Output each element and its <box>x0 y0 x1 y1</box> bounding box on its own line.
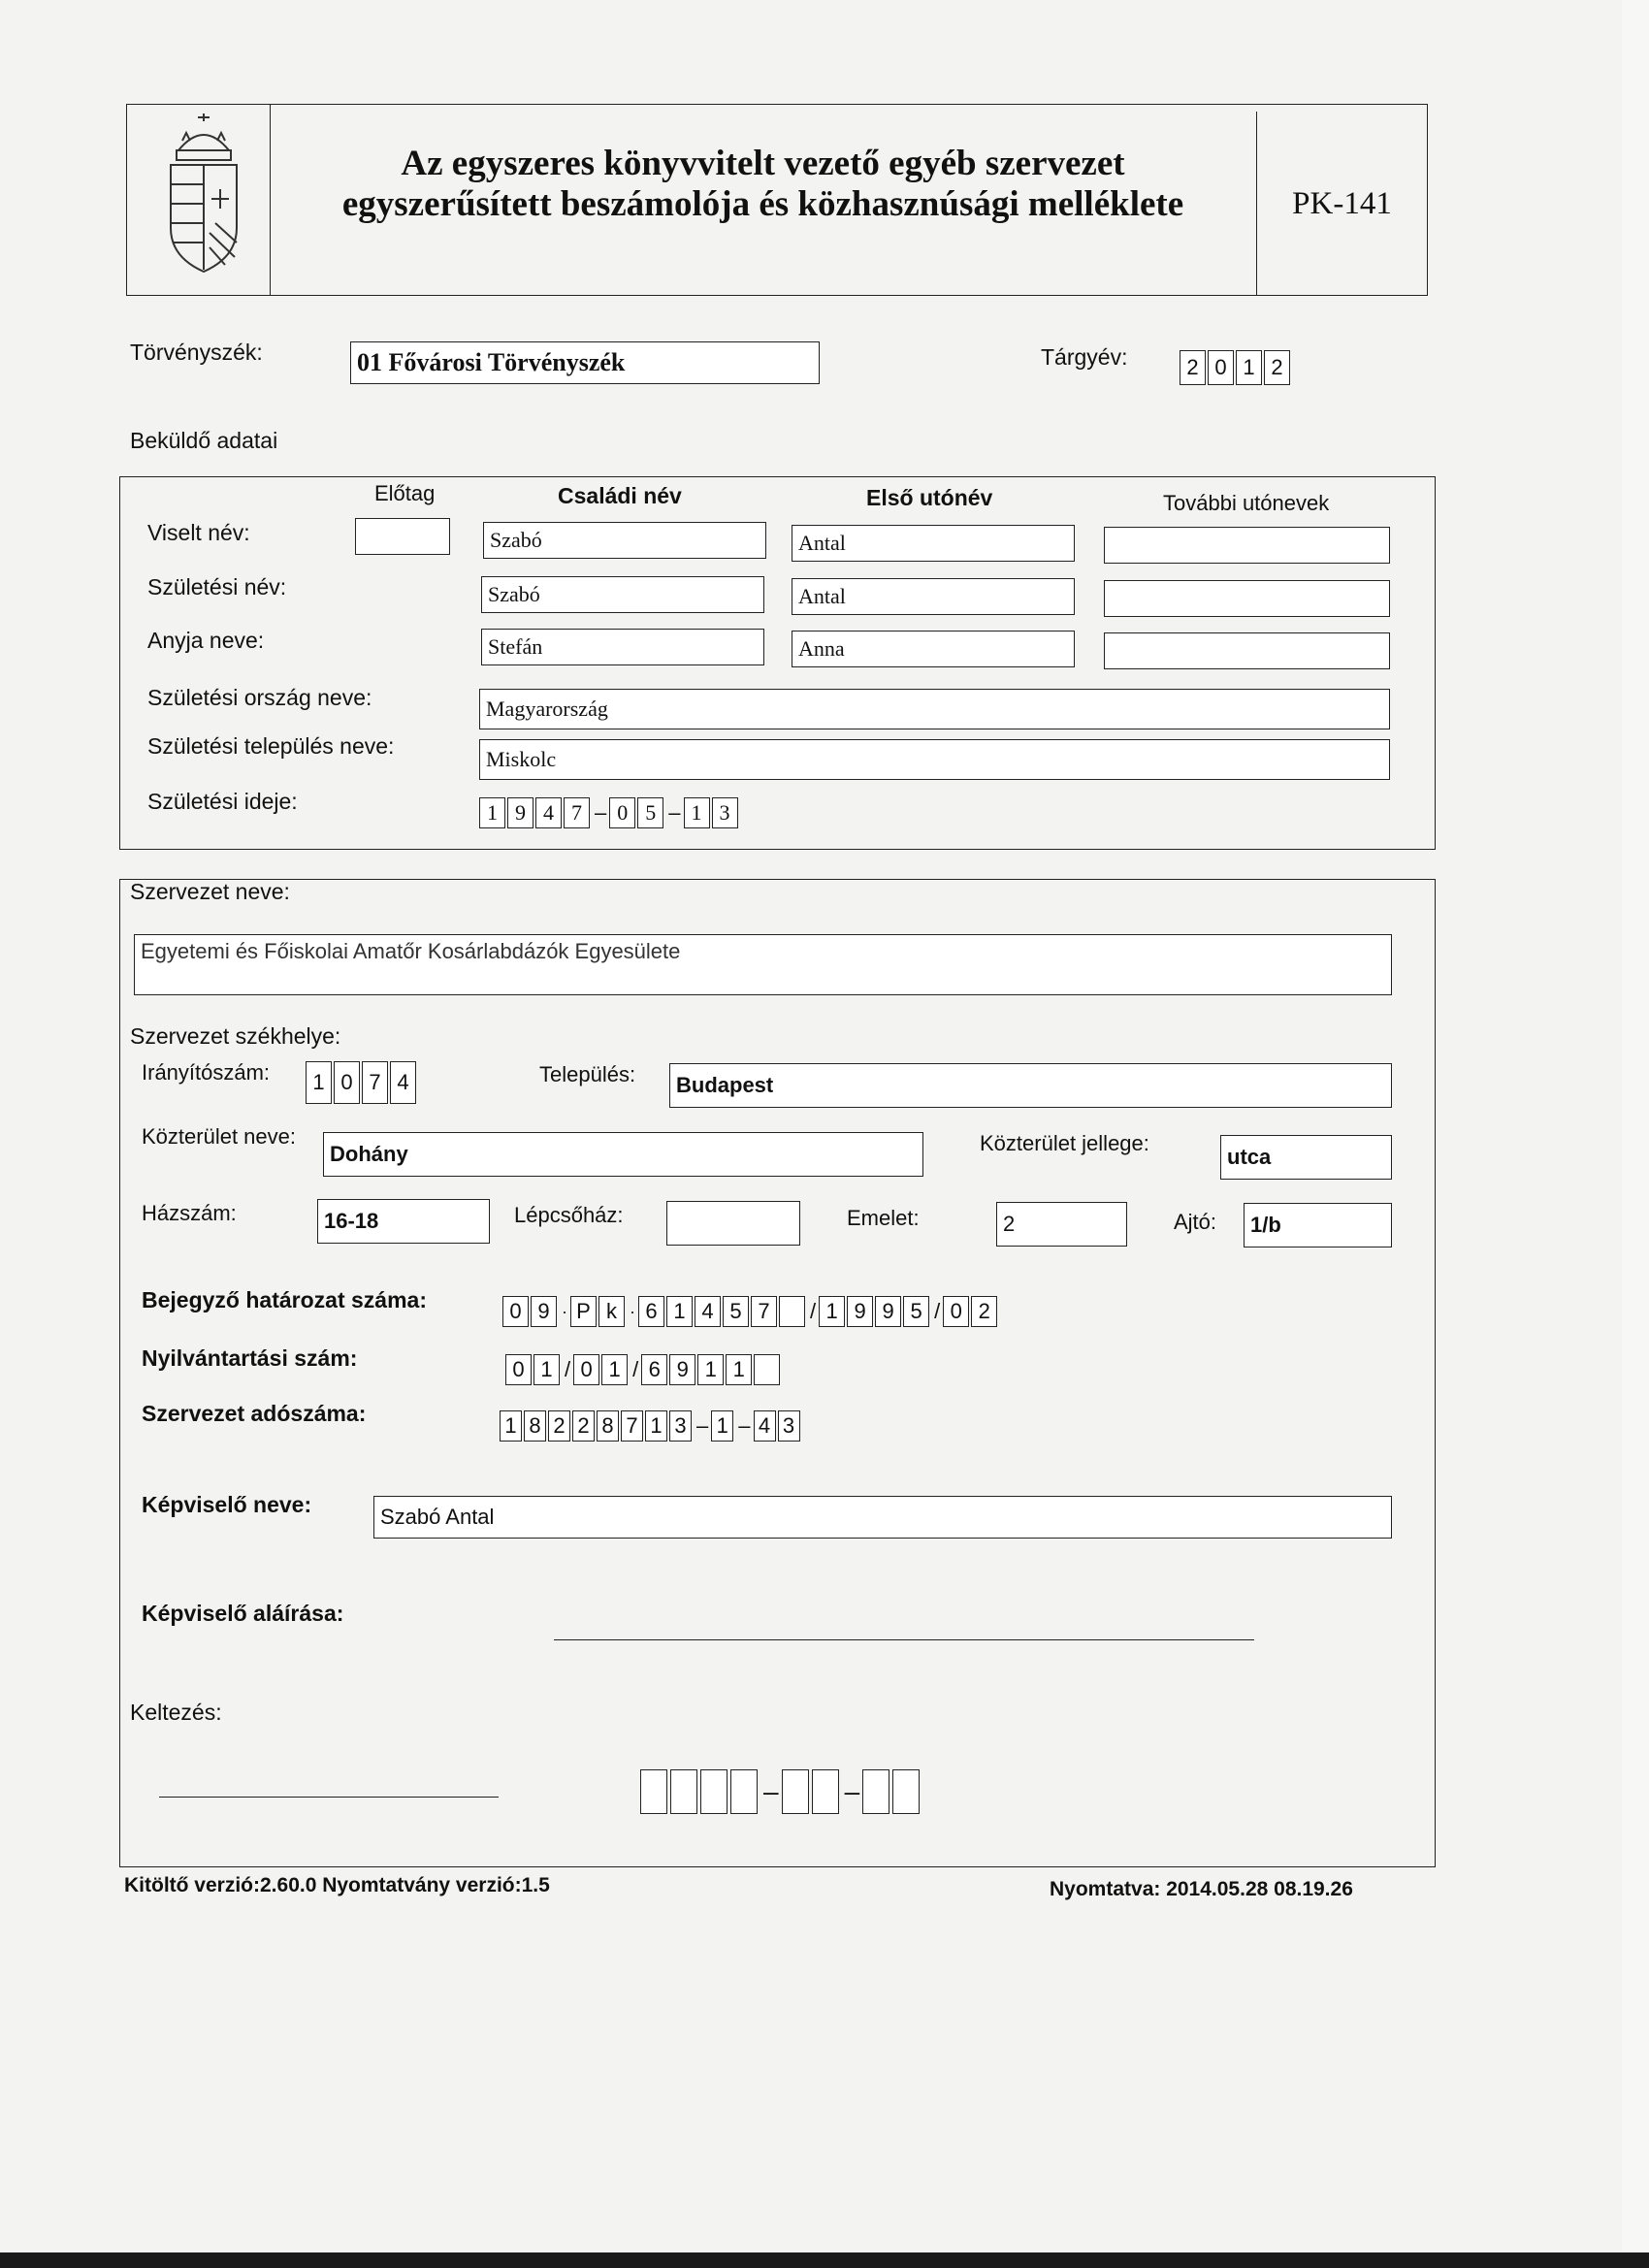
year-label: Tárgyév: <box>1041 344 1128 370</box>
registry-digit[interactable]: 0 <box>573 1354 599 1385</box>
decision-digit[interactable]: 9 <box>875 1296 901 1327</box>
birth-day-digit[interactable]: 1 <box>684 797 710 828</box>
worn-prefix-field[interactable] <box>355 518 450 555</box>
representative-name-field[interactable] <box>373 1496 1392 1539</box>
org-name-value: Egyetemi és Főiskolai Amatőr Kosárlabdázók Egyesülete <box>141 939 681 963</box>
decision-digit[interactable]: 4 <box>695 1296 721 1327</box>
decision-number-digits[interactable] <box>502 1296 999 1327</box>
date-label: Keltezés: <box>130 1700 222 1725</box>
registry-digit[interactable] <box>754 1354 780 1385</box>
mother-first-field[interactable] <box>792 631 1075 667</box>
decision-digit[interactable]: P <box>570 1296 597 1327</box>
tax-digit[interactable]: 4 <box>754 1410 776 1442</box>
decision-digit[interactable]: k <box>598 1296 625 1327</box>
filler-version: Kitöltő verzió:2.60.0 Nyomtatvány verzió:1.5 <box>124 1874 550 1896</box>
registry-number-digits[interactable] <box>505 1354 782 1385</box>
house-label: Házszám: <box>142 1201 237 1225</box>
date-year-box[interactable] <box>730 1769 758 1814</box>
house-value: 16-18 <box>324 1209 379 1233</box>
door-field[interactable] <box>1244 1203 1392 1247</box>
date-dash: – <box>668 800 681 825</box>
date-dash: – <box>844 1776 860 1806</box>
street-type-label: Közterület jellege: <box>980 1131 1149 1155</box>
birth-country-value: Magyarország <box>486 697 608 721</box>
org-name-label: Szervezet neve: <box>130 879 290 904</box>
street-type-value: utca <box>1227 1145 1272 1169</box>
col-family-header: Családi név <box>558 483 682 508</box>
decision-separator-slash: / <box>934 1299 941 1323</box>
date-month-box[interactable] <box>812 1769 839 1814</box>
zip-digit[interactable]: 1 <box>306 1061 332 1104</box>
house-field[interactable] <box>317 1199 490 1244</box>
col-prefix-header: Előtag <box>374 481 436 505</box>
decision-digit[interactable]: 0 <box>502 1296 529 1327</box>
registry-digit[interactable]: 0 <box>505 1354 532 1385</box>
birth-name-label: Születési név: <box>147 574 287 599</box>
court-label: Törvényszék: <box>130 340 263 365</box>
worn-family-field[interactable] <box>483 522 766 559</box>
court-field[interactable] <box>350 341 820 384</box>
court-value: 01 Fővárosi Törvényszék <box>357 348 626 376</box>
mother-name-label: Anyja neve: <box>147 628 265 653</box>
worn-first-field[interactable] <box>792 525 1075 562</box>
tax-digit[interactable]: 3 <box>669 1410 692 1442</box>
birth-day-digit[interactable]: 3 <box>712 797 738 828</box>
org-seat-label: Szervezet székhelye: <box>130 1023 341 1049</box>
birth-other-field[interactable] <box>1104 580 1390 617</box>
floor-value: 2 <box>1003 1212 1016 1236</box>
decision-digit[interactable]: 2 <box>971 1296 997 1327</box>
floor-label: Emelet: <box>847 1206 920 1230</box>
tax-digit[interactable]: 3 <box>778 1410 800 1442</box>
birth-family-field[interactable] <box>481 576 764 613</box>
birth-year-digit[interactable]: 4 <box>535 797 562 828</box>
year-digits[interactable] <box>1180 350 1292 385</box>
scan-right-edge <box>1622 0 1649 2268</box>
street-field[interactable] <box>323 1132 923 1177</box>
decision-digit[interactable]: 0 <box>943 1296 969 1327</box>
birth-first-field[interactable] <box>792 578 1075 615</box>
scan-bottom-edge <box>0 2252 1649 2268</box>
tax-digit[interactable]: 8 <box>597 1410 619 1442</box>
decision-digit[interactable]: 5 <box>723 1296 749 1327</box>
year-digit[interactable]: 1 <box>1236 350 1262 385</box>
place-line <box>159 1797 499 1798</box>
birth-city-label: Születési település neve: <box>147 733 395 759</box>
print-timestamp: Nyomtatva: 2014.05.28 08.19.26 <box>1050 1878 1353 1900</box>
registry-digit[interactable]: 9 <box>669 1354 695 1385</box>
tax-digit[interactable]: 1 <box>500 1410 522 1442</box>
col-other-header: További utónevek <box>1163 491 1330 515</box>
birth-year-digit[interactable]: 1 <box>479 797 505 828</box>
mother-other-field[interactable] <box>1104 632 1390 669</box>
tax-digit[interactable]: 2 <box>548 1410 570 1442</box>
date-year-box[interactable] <box>640 1769 667 1814</box>
birth-date-label: Születési ideje: <box>147 789 298 814</box>
birth-date-digits[interactable] <box>479 797 740 828</box>
org-name-field[interactable] <box>134 934 1392 995</box>
zip-digit[interactable]: 4 <box>390 1061 416 1104</box>
birth-month-digit[interactable]: 0 <box>609 797 635 828</box>
tax-digit[interactable]: 2 <box>572 1410 595 1442</box>
date-year-box[interactable] <box>670 1769 697 1814</box>
birth-first-value: Antal <box>798 584 846 608</box>
door-value: 1/b <box>1250 1213 1281 1237</box>
birth-city-field[interactable] <box>479 739 1390 780</box>
birth-month-digit[interactable]: 5 <box>637 797 663 828</box>
year-digit[interactable]: 2 <box>1180 350 1206 385</box>
decision-number-label: Bejegyző határozat száma: <box>142 1287 427 1312</box>
decision-separator-slash: / <box>810 1299 817 1323</box>
registry-separator-slash: / <box>565 1357 571 1381</box>
form-title-line1: Az egyszeres könyvvitelt vezető egyéb szervezet <box>401 144 1125 183</box>
tax-digit[interactable]: 1 <box>645 1410 667 1442</box>
mother-family-field[interactable] <box>481 629 764 665</box>
decision-digit[interactable]: 1 <box>666 1296 693 1327</box>
registry-digit[interactable]: 1 <box>726 1354 752 1385</box>
zip-digits[interactable] <box>306 1061 418 1104</box>
mother-first-value: Anna <box>798 636 845 661</box>
decision-separator-dot: · <box>630 1301 635 1321</box>
registry-separator-slash: / <box>632 1357 639 1381</box>
date-dash: – <box>595 800 607 825</box>
door-label: Ajtó: <box>1174 1210 1217 1234</box>
representative-name-label: Képviselő neve: <box>142 1492 312 1517</box>
city-value: Budapest <box>676 1073 774 1097</box>
registry-digit[interactable]: 1 <box>534 1354 560 1385</box>
signature-line <box>554 1639 1254 1640</box>
decision-digit[interactable]: 9 <box>847 1296 873 1327</box>
stair-label: Lépcsőház: <box>514 1203 624 1227</box>
registry-digit[interactable]: 1 <box>601 1354 628 1385</box>
registry-number-label: Nyilvántartási szám: <box>142 1345 358 1371</box>
tax-digit[interactable]: 1 <box>711 1410 733 1442</box>
date-day-box[interactable] <box>892 1769 920 1814</box>
representative-signature-label: Képviselő aláírása: <box>142 1601 344 1626</box>
tax-dash: – <box>738 1413 751 1438</box>
birth-country-label: Születési ország neve: <box>147 685 372 710</box>
form-code: PK-141 <box>1292 186 1392 221</box>
date-year-box[interactable] <box>700 1769 728 1814</box>
registry-digit[interactable]: 6 <box>641 1354 667 1385</box>
birth-city-value: Miskolc <box>486 747 557 771</box>
decision-digit[interactable]: 7 <box>751 1296 777 1327</box>
year-digit[interactable]: 0 <box>1208 350 1234 385</box>
form-title-line2: egyszerűsített beszámolója és közhasznúsági melléklete <box>341 184 1184 224</box>
worn-name-label: Viselt név: <box>147 520 250 545</box>
decision-digit[interactable]: 1 <box>819 1296 845 1327</box>
tax-number-digits[interactable] <box>500 1410 802 1442</box>
representative-name-value: Szabó Antal <box>380 1505 495 1529</box>
decision-digit[interactable]: 6 <box>638 1296 664 1327</box>
worn-other-field[interactable] <box>1104 527 1390 564</box>
date-dash: – <box>763 1776 779 1806</box>
birth-year-digit[interactable]: 7 <box>564 797 590 828</box>
tax-digit[interactable]: 7 <box>621 1410 643 1442</box>
tax-dash: – <box>696 1413 709 1438</box>
date-month-box[interactable] <box>782 1769 809 1814</box>
date-boxes[interactable] <box>640 1769 922 1814</box>
floor-field[interactable] <box>996 1202 1127 1247</box>
decision-digit[interactable]: 9 <box>531 1296 557 1327</box>
tax-digit[interactable]: 8 <box>524 1410 546 1442</box>
birth-family-value: Szabó <box>488 582 540 606</box>
zip-digit[interactable]: 7 <box>362 1061 388 1104</box>
worn-first-value: Antal <box>798 531 846 555</box>
decision-digit[interactable]: 5 <box>903 1296 929 1327</box>
decision-separator-dot: · <box>562 1301 567 1321</box>
mother-family-value: Stefán <box>488 634 543 659</box>
birth-country-field[interactable] <box>479 689 1390 729</box>
worn-family-value: Szabó <box>490 528 542 552</box>
decision-digit[interactable] <box>779 1296 805 1327</box>
registry-digit[interactable]: 1 <box>697 1354 724 1385</box>
street-label: Közterület neve: <box>142 1124 296 1149</box>
city-label: Település: <box>539 1062 636 1086</box>
zip-label: Irányítószám: <box>142 1060 271 1085</box>
coat-of-arms-icon <box>163 112 244 276</box>
year-digit[interactable]: 2 <box>1264 350 1290 385</box>
street-type-field[interactable] <box>1220 1135 1392 1180</box>
stair-field[interactable] <box>666 1201 800 1246</box>
zip-digit[interactable]: 0 <box>334 1061 360 1104</box>
birth-year-digit[interactable]: 9 <box>507 797 534 828</box>
street-value: Dohány <box>330 1142 408 1166</box>
sender-section-label: Beküldő adatai <box>130 428 278 453</box>
tax-number-label: Szervezet adószáma: <box>142 1401 367 1426</box>
col-first-header: Első utónév <box>866 485 993 510</box>
city-field[interactable] <box>669 1063 1392 1108</box>
date-day-box[interactable] <box>862 1769 889 1814</box>
